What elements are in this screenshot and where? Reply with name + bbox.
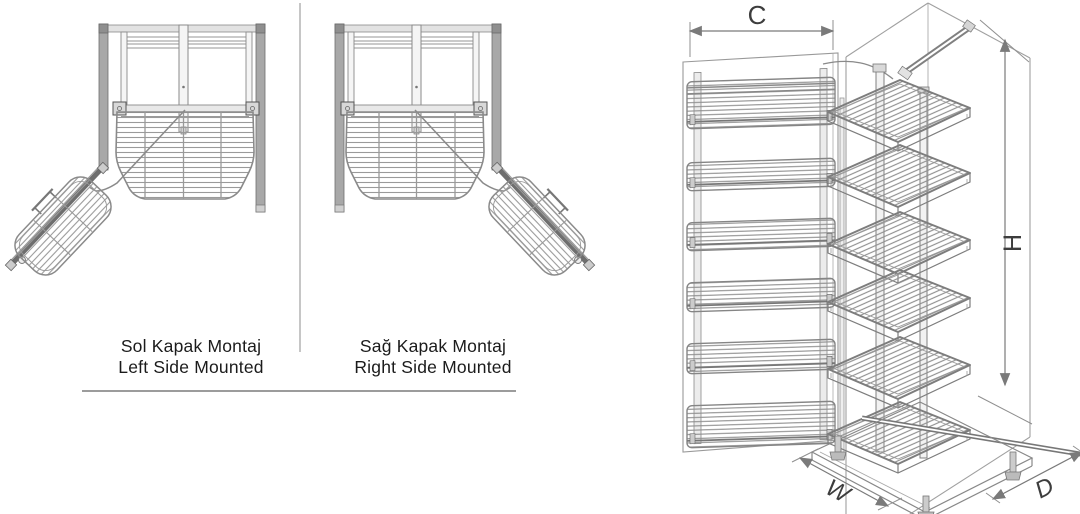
dimension-d-label: D bbox=[1030, 472, 1059, 505]
frame-basket-6 bbox=[828, 402, 970, 473]
adjustable-foot-2 bbox=[918, 496, 934, 514]
dimension-w-label: W bbox=[821, 474, 854, 509]
caption-right-mount-line2: Right Side Mounted bbox=[354, 357, 512, 377]
dimension-h bbox=[978, 20, 1032, 424]
left-mount-plan-view bbox=[5, 24, 265, 282]
frame-basket-5 bbox=[828, 337, 970, 408]
frame-basket-1 bbox=[828, 80, 970, 151]
cabinet-basket-top-view bbox=[116, 112, 254, 199]
caption-right-mount-line1: Sağ Kapak Montaj bbox=[359, 336, 507, 356]
frame-basket-2 bbox=[828, 145, 970, 216]
door-basket-6 bbox=[687, 401, 835, 448]
caption-left-mount bbox=[84, 336, 298, 378]
right-mount-plan-view bbox=[335, 24, 595, 282]
door-basket-5 bbox=[687, 339, 835, 374]
pantry-3d-view bbox=[683, 0, 1080, 514]
open-door-top-view bbox=[5, 162, 117, 281]
door-basket-1 bbox=[687, 77, 835, 129]
dimension-h-label: H bbox=[999, 233, 1027, 253]
door-panel-3d bbox=[683, 53, 838, 452]
dimension-c-label: C bbox=[747, 0, 767, 30]
dimension-d bbox=[986, 446, 1080, 504]
door-basket-3 bbox=[687, 218, 835, 251]
door-basket-top-view bbox=[8, 170, 117, 281]
caption-left-mount-line1: Sol Kapak Montaj bbox=[120, 336, 262, 356]
door-basket-4 bbox=[687, 278, 835, 312]
caption-right-mount bbox=[326, 336, 540, 378]
caption-left-mount-line2: Left Side Mounted bbox=[118, 357, 264, 377]
dimension-c bbox=[690, 0, 833, 57]
adjustable-foot-3 bbox=[1005, 452, 1021, 480]
frame-baskets bbox=[828, 80, 970, 473]
door-basket-2 bbox=[687, 158, 835, 191]
top-slide-rail bbox=[898, 20, 976, 80]
frame-basket-4 bbox=[828, 270, 970, 341]
